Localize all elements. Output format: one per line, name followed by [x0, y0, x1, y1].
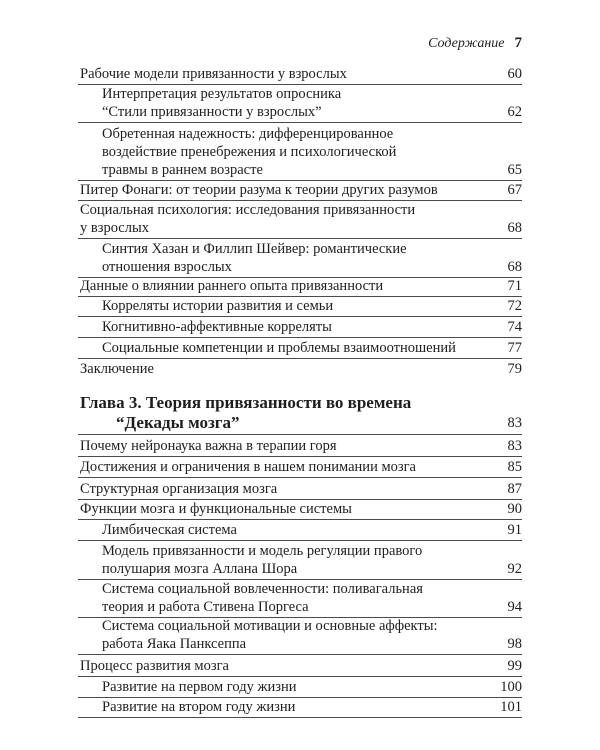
toc-page-number: 83 — [507, 438, 522, 454]
toc-entry-line: работа Яака Панксеппа — [102, 636, 247, 652]
toc-page-number: 62 — [507, 104, 522, 120]
toc-entry-title — [80, 480, 277, 498]
toc-page-number: 60 — [507, 66, 522, 82]
toc-entry-line: Рабочие модели привязанности у взрослых — [80, 66, 347, 82]
toc-page-number: 77 — [507, 340, 522, 356]
toc-entry-line: Социальные компетенции и проблемы взаимоотношений — [102, 340, 456, 356]
toc-page-number: 98 — [507, 636, 522, 652]
toc-divider — [78, 477, 522, 478]
toc-divider — [78, 434, 522, 435]
header-page-number: 7 — [514, 35, 522, 51]
toc-divider — [78, 122, 522, 123]
toc-entry-line: Система социальной мотивации и основные аффекты: — [102, 618, 438, 634]
toc-entry-line: Функции мозга и функциональные системы — [80, 501, 352, 517]
toc-entry-title — [80, 181, 438, 199]
toc-entry-line: у взрослых — [80, 220, 149, 236]
toc-page-number: 68 — [507, 220, 522, 236]
toc-page-number: 99 — [507, 658, 522, 674]
toc-entry-line: травмы в раннем возрасте — [102, 162, 263, 178]
toc-entry-title — [102, 339, 456, 357]
toc-divider — [78, 358, 522, 359]
toc-divider — [78, 676, 522, 677]
toc-divider — [78, 316, 522, 317]
toc-page-number: 74 — [507, 319, 522, 335]
toc-entry-title — [102, 678, 296, 696]
toc-page-number: 65 — [507, 162, 522, 178]
toc-entry-line: Модель привязанности и модель регуляции правого — [102, 543, 423, 559]
toc-entry-title — [102, 617, 438, 653]
toc-entry-line: Социальная психология: исследования привязанности — [80, 202, 416, 218]
toc-entry-title — [102, 580, 423, 616]
toc-page-number: 91 — [507, 522, 522, 538]
toc-entry-title — [80, 657, 229, 675]
toc-divider — [78, 238, 522, 239]
toc-entry-title — [80, 458, 416, 476]
toc-entry-title — [80, 500, 352, 518]
toc-entry-line: Структурная организация мозга — [80, 481, 278, 497]
toc-entry-title — [102, 318, 332, 336]
toc-page-number: 92 — [507, 561, 522, 577]
toc-page-number: 101 — [500, 699, 522, 715]
toc-entry-title — [80, 201, 415, 237]
toc-entry-line: Обретенная надежность: дифференцированное — [102, 126, 394, 142]
toc-entry-line: Данные о влиянии раннего опыта привязанности — [80, 278, 384, 294]
toc-entry-title — [102, 240, 407, 276]
toc-divider — [78, 654, 522, 655]
toc-entry-line: Интерпретация результатов опросника — [102, 86, 342, 102]
toc-entry-line: “Стили привязанности у взрослых” — [102, 104, 322, 120]
toc-entry-title — [102, 542, 422, 578]
toc-page-number: 94 — [507, 599, 522, 615]
toc-entry-line: Заключение — [80, 361, 154, 377]
toc-entry-title — [80, 437, 337, 455]
toc-entry-line: Развитие на втором году жизни — [102, 699, 296, 715]
toc-entry-line: полушария мозга Аллана Шора — [102, 561, 298, 577]
toc-entry-line: Лимбическая система — [102, 522, 237, 538]
toc-entry-title — [102, 125, 396, 179]
toc-entry-title — [102, 297, 333, 315]
toc-entry-title — [80, 65, 347, 83]
toc-entry-line: Почему нейронаука важна в терапии горя — [80, 438, 337, 454]
toc-page-number: 83 — [507, 415, 522, 431]
toc-entry-line: Питер Фонаги: от теории разума к теории других разумов — [80, 182, 438, 198]
toc-entry-title — [80, 393, 411, 433]
toc-page-number: 68 — [507, 259, 522, 275]
toc-entry-line: Достижения и ограничения в нашем понимании мозга — [80, 459, 416, 475]
toc-entry-line: Развитие на первом году жизни — [102, 679, 297, 695]
toc-divider — [78, 337, 522, 338]
toc-entry-title — [102, 85, 341, 121]
toc-page-number: 67 — [507, 182, 522, 198]
toc-entry-line: Когнитивно-аффективные корреляты — [102, 319, 332, 335]
toc-entry-line: отношения взрослых — [102, 259, 232, 275]
toc-entry-title — [102, 521, 237, 539]
toc-page-number: 71 — [507, 278, 522, 294]
toc-page-number: 100 — [500, 679, 522, 695]
toc-page-number: 87 — [507, 481, 522, 497]
toc-entry-line: “Декады мозга” — [116, 413, 240, 432]
toc-divider — [78, 540, 522, 541]
toc-divider — [78, 519, 522, 520]
toc-page-number: 79 — [507, 361, 522, 377]
running-header — [428, 35, 522, 52]
toc-entry-line: Система социальной вовлеченности: поливагальная — [102, 581, 423, 597]
toc-entry-title — [80, 360, 154, 378]
toc-entry-title — [80, 277, 383, 295]
toc-entry-line: теория и работа Стивена Поргеса — [102, 599, 309, 615]
toc-entry-title — [102, 698, 295, 716]
toc-page-number: 90 — [507, 501, 522, 517]
toc-divider — [78, 717, 522, 718]
toc-page-number: 85 — [507, 459, 522, 475]
toc-divider — [78, 456, 522, 457]
toc-entry-line: Глава 3. Теория привязанности во времена — [80, 393, 412, 412]
toc-entry-line: Синтия Хазан и Филлип Шейвер: романтические — [102, 241, 407, 257]
toc-entry-line: Процесс развития мозга — [80, 658, 229, 674]
header-title: Содержание — [428, 36, 505, 51]
toc-page-number: 72 — [507, 298, 522, 314]
toc-entry-line: воздействие пренебрежения и психологической — [102, 144, 397, 160]
toc-entry-line: Корреляты истории развития и семьи — [102, 298, 334, 314]
